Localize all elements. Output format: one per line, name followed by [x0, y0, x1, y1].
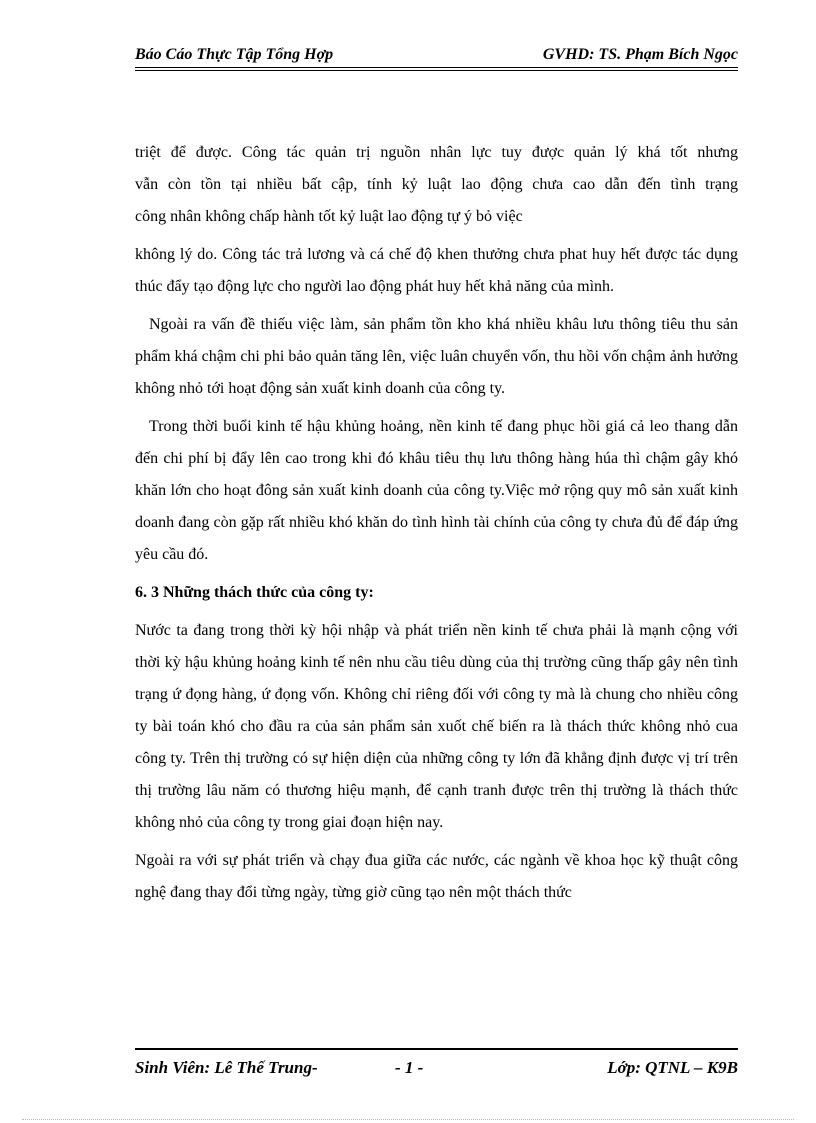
header-rule — [135, 67, 738, 68]
document-body — [135, 137, 738, 909]
section-heading: 6. 3 Những thách thức của công ty: — [135, 584, 374, 601]
page-boundary — [22, 1119, 794, 1120]
paragraph-line: triệt để được. Công tác quản trị nguồn nhân lực tuy được quản lý khá tốt nhưng — [135, 144, 738, 161]
page-number: - 1 - — [395, 1058, 424, 1077]
page-footer — [135, 1058, 738, 1082]
supervisor: GVHD: TS. Phạm Bích Ngọc — [542, 46, 738, 63]
paragraph: Ngoài ra vấn đề thiếu việc làm, sản phẩm tồn kho khá nhiều khâu lưu thông tiêu thu sản phẩm khá chậm chi phi bảo quản tăng lên, việc luân chuyển vốn, thu hồi vốn chậm ảnh hưởng không nhỏ tới hoạt động sản xuất kinh doanh của công ty. — [135, 316, 738, 397]
header-rule-double — [135, 70, 738, 71]
student-name: Sinh Viên: Lê Thế Trung- — [135, 1058, 318, 1077]
paragraph-line: vẫn còn tồn tại nhiều bất cập, tính kỷ luật lao động chưa cao dẫn đến tình trạng — [135, 176, 738, 193]
report-title: Báo Cáo Thực Tập Tổng Hợp — [135, 46, 334, 63]
paragraph: Nước ta đang trong thời kỳ hội nhập và phát triển nền kinh tế chưa phải là mạnh cộng với thời kỳ hậu khủng hoảng kinh tế nên nhu cầu tiêu dùng của thị trường cũng thấp gây nên tình trạng ứ đọng hàng, ứ đọng vốn. Không chỉ riêng đối với công ty mà là chung cho nhiều công ty bài toán khó cho đầu ra của sản phẩm sản xuốt chế biến ra là thách thức không nhỏ cua công ty. Trên thị trường có sự hiện diện của những công ty lớn đã khẳng định được vị trí trên thị trường lâu năm có thương hiệu mạnh, để cạnh tranh được trên thị trường là thách thức không nhỏ của công ty trong giai đoạn hiện nay. — [135, 622, 738, 831]
paragraph: không lý do. Công tác trả lương và cá chế độ khen thưởng chưa phat huy hết được tác dụng thúc đẩy tạo động lực cho người lao động phát huy hết khả năng của mình. — [135, 246, 738, 295]
paragraph-line: công nhân không chấp hành tốt kỷ luật lao động tự ý bỏ việc — [135, 208, 523, 225]
class-label: Lớp: QTNL – K9B — [607, 1058, 738, 1077]
footer-rule — [135, 1048, 738, 1050]
paragraph: Trong thời buổi kinh tế hậu khủng hoảng, nền kinh tế đang phục hồi giá cả leo thang dẫn đến chi phí bị đẩy lên cao trong khi đó khâu tiêu thụ lưu thông hàng húa thì chậm gây khó khăn lớn cho hoạt đông sản xuất kinh doanh của công ty.Việc mở rộng quy mô sản xuất kinh doanh đang còn gặp rất nhiều khó khăn do tình hình tài chính của công ty chưa đủ để đáp ứng yêu cầu đó. — [135, 418, 738, 563]
paragraph: Ngoài ra với sự phát triển và chạy đua giữa các nước, các ngành về khoa học kỹ thuật công nghệ đang thay đổi từng ngày, từng giờ cũng tạo nên một thách thức — [135, 852, 738, 901]
